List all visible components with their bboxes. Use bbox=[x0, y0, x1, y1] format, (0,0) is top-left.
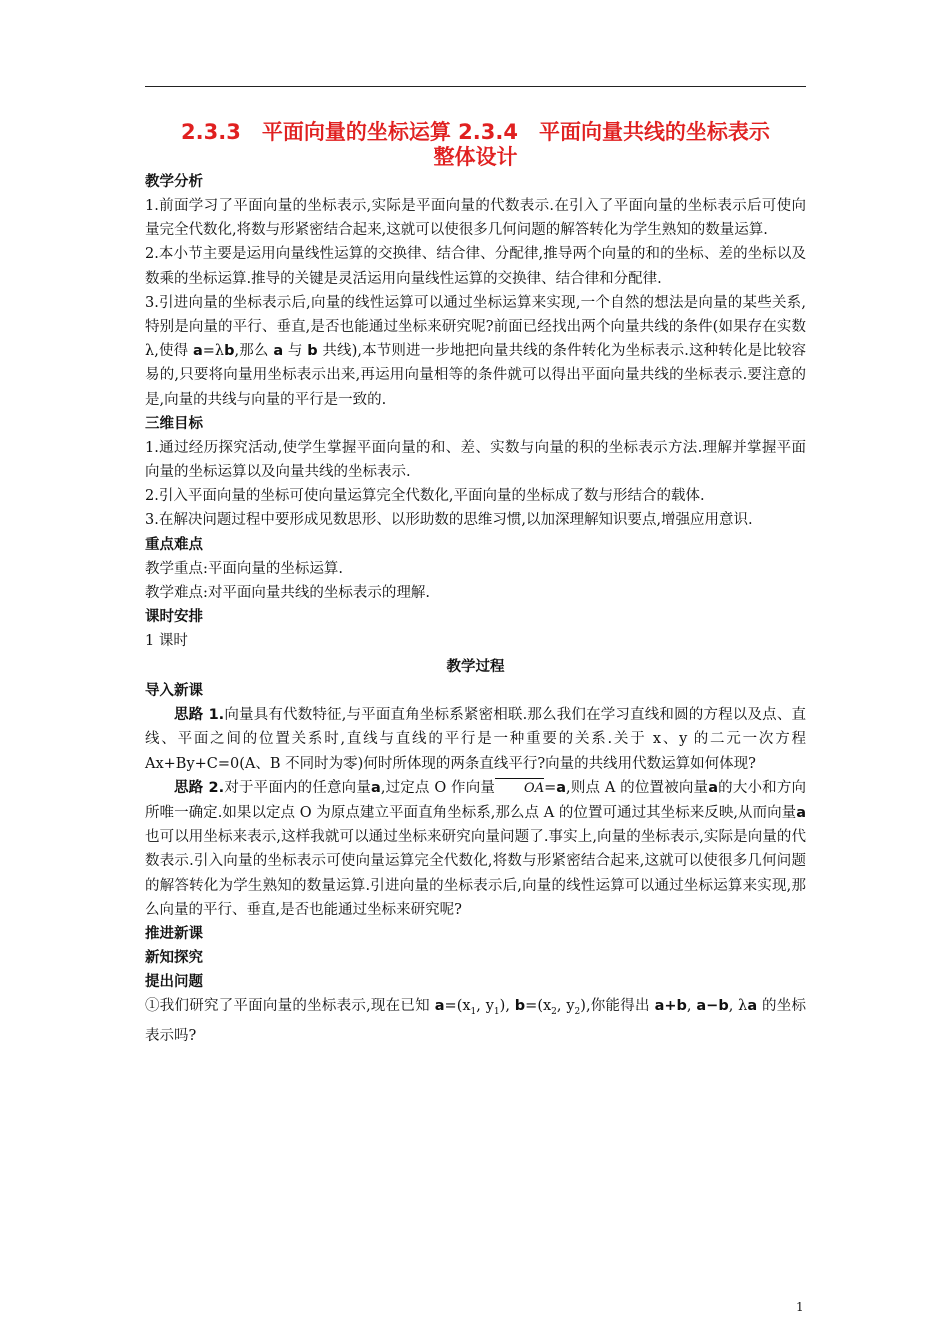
page-number: 1 bbox=[796, 1300, 804, 1314]
document-body bbox=[145, 120, 806, 1048]
doc-title: 2.3.3 平面向量的坐标运算 2.3.4 平面向量共线的坐标表示 bbox=[181, 120, 770, 144]
idea-1-para: 思路 1.向量具有代数特征,与平面直角坐标系紧密相联.那么我们在学习直线和圆的方程以及点、直线、平面之间的位置关系时,直线与直线的平行是一种重要的关系.关于 x、y 的二元一次方程 Ax+By+C=0(A、B 不同时为零)何时所体现的两条直线平行?向量的共线用代数运算如何体现? bbox=[145, 707, 806, 772]
key-point: 教学重点:平面向量的坐标运算. bbox=[145, 560, 343, 577]
heading-explore: 新知探究 bbox=[145, 950, 203, 967]
question-1: ①我们研究了平面向量的坐标表示,现在已知 $a=(x_1$, $y_1$), $b=(x_2$, $y_2$),你能得出 a+b, a−b, λa 的坐标表示吗? bbox=[145, 998, 806, 1045]
heading-question: 提出问题 bbox=[145, 974, 203, 991]
heading-process: 教学过程 bbox=[446, 659, 505, 676]
goal-2: 2.引入平面向量的坐标可使向量运算完全代数化,平面向量的坐标成了数与形结合的载体. bbox=[145, 488, 705, 505]
heading-goals: 三维目标 bbox=[145, 415, 203, 432]
analysis-para-1: 1.前面学习了平面向量的坐标表示,实际是平面向量的代数表示.在引入了平面向量的坐标表示后可使向量完全代数化,将数与形紧密结合起来,这就可以使很多几何问题的解答转化为学生熟知的数量运算. bbox=[145, 198, 806, 239]
vector-oa: OA bbox=[495, 777, 544, 801]
heading-key-points: 重点难点 bbox=[145, 536, 203, 553]
doc-subtitle: 整体设计 bbox=[433, 145, 518, 169]
goal-3: 3.在解决问题过程中要形成见数思形、以形助数的思维习惯,以加深理解知识要点,增强应用意识. bbox=[145, 512, 753, 529]
heading-advance: 推进新课 bbox=[145, 926, 203, 943]
goal-1: 1.通过经历探究活动,使学生掌握平面向量的和、差、实数与向量的积的坐标表示方法.理解并掌握平面向量的坐标运算以及向量共线的坐标表示. bbox=[145, 439, 806, 481]
analysis-para-3: 3.引进向量的坐标表示后,向量的线性运算可以通过坐标运算来实现,一个自然的想法是向量的某些关系,特别是向量的平行、垂直,是否也能通过坐标来研究呢?前面已经找出两个向量共线的条件(如果存在实数 λ,使得 a=λb,那么 a 与 b 共线),本节则进一步地把向量共线的条件转化为坐标表示.这种转化是比较容易的,只要将向量用坐标表示出来,再运用向量相等的条件就可以得出平面向量共线的坐标表示.要注意的是,向量的共线与向量的平行是一致的. bbox=[145, 294, 807, 408]
idea-2-para: 思路 2.对于平面内的任意向量a,过定点 O 作向量 OA=a,则点 A 的位置被向量a的大小和方向所唯一确定.如果以定点 O 为原点建立平面直角坐标系,那么点 A 的位置可通过其坐标来反映,从而向量a也可以用坐标来表示,这样我就可以通过坐标来研究向量问题了.事实上,向量的坐标表示,实际是向量的代数表示.引入向量的坐标表示可使向量运算完全代数化,将数与形紧密结合起来,这就可以使很多几何问题的解答转化为学生熟知的数量运算.引进向量的坐标表示后,向量的线性运算可以通过坐标运算来实现,那么向量的平行、垂直,是否也能通过坐标来研究呢? bbox=[145, 776, 806, 922]
header-rule bbox=[145, 86, 806, 87]
schedule-text: 1 课时 bbox=[145, 633, 188, 650]
heading-intro: 导入新课 bbox=[145, 683, 203, 700]
analysis-para-2: 2.本小节主要是运用向量线性运算的交换律、结合律、分配律,推导两个向量的和的坐标、差的坐标以及数乘的坐标运算.推导的关键是灵活运用向量线性运算的交换律、结合律和分配律. bbox=[145, 246, 806, 287]
heading-analysis: 教学分析 bbox=[145, 174, 203, 190]
heading-schedule: 课时安排 bbox=[145, 609, 203, 626]
difficult-point: 教学难点:对平面向量共线的坐标表示的理解. bbox=[145, 584, 430, 601]
